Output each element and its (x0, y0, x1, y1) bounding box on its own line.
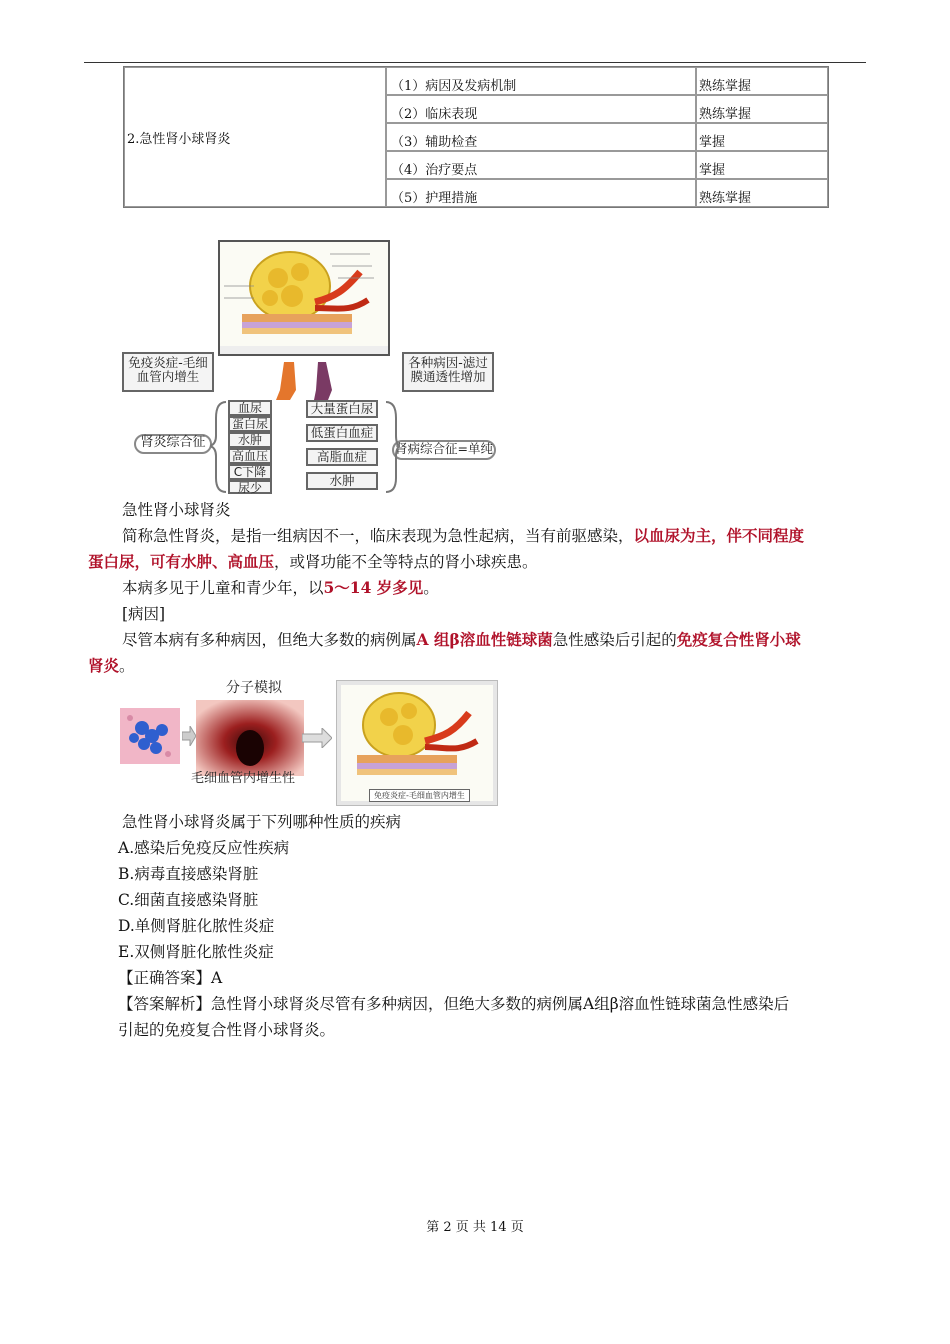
definition-paragraph-line1 (122, 523, 804, 549)
level-cell: 熟练掌握 (696, 179, 828, 207)
arrow-icon (182, 726, 196, 746)
level-cell: 熟练掌握 (696, 67, 828, 95)
etiology-emphasis: 免疫复合性肾小球 (676, 630, 801, 649)
etiology-text: 急性感染后引起的 (552, 631, 677, 649)
question-stem: 急性肾小球肾炎属于下列哪种性质的疾病 (122, 813, 402, 831)
option-d: D.单侧肾脏化脓性炎症 (118, 917, 275, 935)
option-e: E.双侧肾脏化脓性炎症 (118, 943, 274, 961)
option-a: A.感染后免疫反应性疾病 (118, 839, 290, 857)
arrow-icon (302, 728, 332, 748)
nephrotic-item: 水肿 (306, 472, 378, 490)
definition-emphasis: 以血尿为主，伴不同程度 (633, 526, 805, 545)
level-cell: 掌握 (696, 151, 828, 179)
nephritic-item: C下降 (228, 464, 272, 480)
nephrotic-syndrome-title: 肾病综合征=单纯 (392, 440, 496, 460)
immune-inflammation-label: 免疫炎症-毛细血管内增生 (122, 352, 214, 392)
level-cell: 掌握 (696, 123, 828, 151)
etiology-emphasis: A 组β溶血性链球菌 (416, 630, 553, 649)
streptococcus-image (120, 708, 180, 764)
answer-explanation-line2: 引起的免疫复合性肾小球肾炎。 (118, 1021, 336, 1039)
item-cell: （4）治疗要点 (386, 151, 696, 179)
filtration-permeability-label: 各种病因-滤过膜通透性增加 (402, 352, 494, 392)
age-emphasis: 5～14 岁多见 (323, 578, 424, 597)
topic-cell: 2.急性肾小球肾炎 (124, 67, 386, 207)
level-cell: 熟练掌握 (696, 95, 828, 123)
item-cell: （1）病因及发病机制 (386, 67, 696, 95)
answer-explanation-line1: 【答案解析】急性肾小球肾炎尽管有多种病因，但绝大多数的病例属A组β溶血性链球菌急性感染后 (118, 995, 790, 1013)
etiology-paragraph-line2 (88, 653, 135, 679)
item-cell: （3）辅助检查 (386, 123, 696, 151)
age-text: 本病多见于儿童和青少年，以 (122, 579, 324, 597)
nephritic-item: 水肿 (228, 432, 272, 448)
nephrotic-item: 大量蛋白尿 (306, 400, 378, 418)
etiology-text: 尽管本病有多种病因，但绝大多数的病例属 (122, 631, 417, 649)
age-text: 。 (423, 579, 439, 597)
age-paragraph (122, 575, 439, 601)
etiology-paragraph-line1 (122, 627, 801, 653)
option-c: C.细菌直接感染肾脏 (118, 891, 259, 909)
nephritic-item: 蛋白尿 (228, 416, 272, 432)
etiology-heading: [病因] (122, 605, 166, 623)
definition-emphasis: 蛋白尿，可有水肿、高血压 (88, 552, 275, 571)
definition-text: 简称急性肾炎，是指一组病因不一，临床表现为急性起病，当有前驱感染， (122, 527, 634, 545)
proliferative-label: 毛细血管内增生性 (190, 771, 295, 786)
glomerulus-image (218, 240, 390, 356)
page-footer: 第 2 页 共 14 页 (426, 1220, 524, 1235)
nephrotic-item: 高脂血症 (306, 448, 378, 466)
molecular-mimicry-label: 分子模拟 (226, 680, 282, 696)
syllabus-table (123, 66, 829, 208)
glomerulus-image-2 (336, 680, 498, 806)
etiology-emphasis: 肾炎 (88, 656, 120, 675)
option-b: B.病毒直接感染肾脏 (118, 865, 259, 883)
nephritic-item: 尿少 (228, 480, 272, 494)
nephritic-item: 血尿 (228, 400, 272, 416)
arrows (270, 360, 350, 402)
definition-paragraph-line2 (88, 549, 538, 575)
etiology-text: 。 (119, 657, 135, 675)
molecular-mimicry-figure (118, 680, 500, 806)
nephritic-syndrome-title: 肾炎综合征 (134, 434, 212, 454)
brace-lines (210, 398, 400, 494)
section-title: 急性肾小球肾炎 (122, 501, 231, 519)
correct-answer: 【正确答案】A (118, 969, 223, 987)
nephritic-item: 高血压 (228, 448, 272, 464)
nephrotic-item: 低蛋白血症 (306, 424, 378, 442)
definition-text: ，或肾功能不全等特点的肾小球疾患。 (274, 553, 538, 571)
item-cell: （2）临床表现 (386, 95, 696, 123)
diagram-caption: 免疫炎症-毛细血管内增生 (369, 789, 470, 802)
glomerulus-diagram-figure (120, 238, 500, 494)
header-rule (84, 62, 866, 63)
throat-image (196, 700, 304, 776)
item-cell: （5）护理措施 (386, 179, 696, 207)
